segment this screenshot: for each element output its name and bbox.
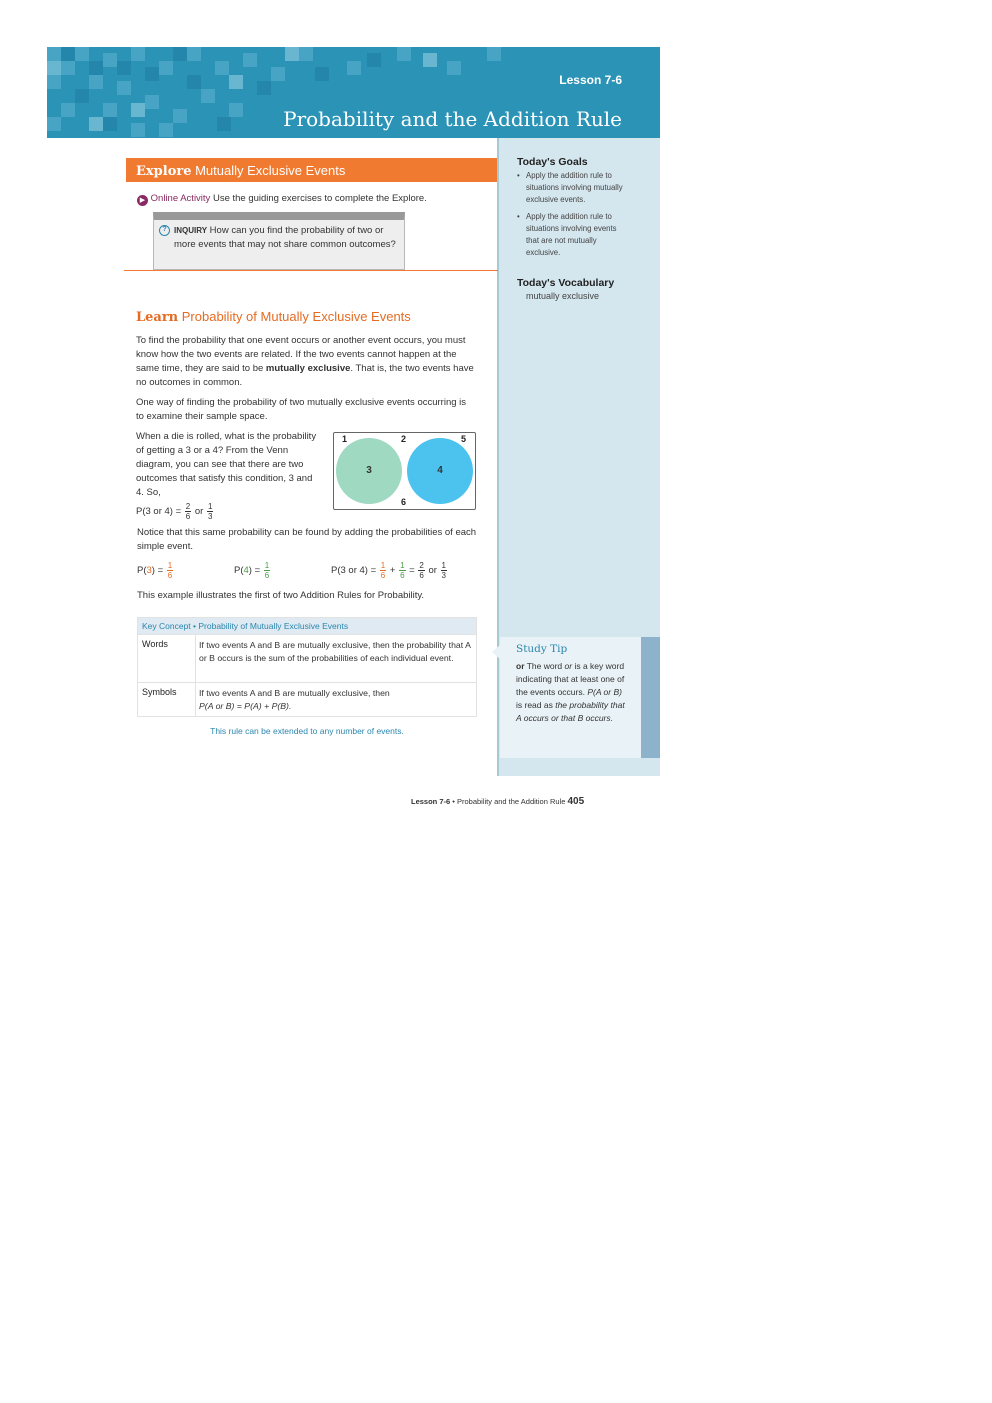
study-tip-bar xyxy=(641,637,660,758)
inquiry-magnifier-icon: ? xyxy=(159,225,170,236)
text: To find the probability that one event occurs or another event occurs, you must know how the two events are related. If the two events cannot happen at the same time, they are said to be xyxy=(136,335,466,374)
key-concept-note: This rule can be extended to any number of events. xyxy=(210,726,404,736)
denominator: 6 xyxy=(264,571,270,580)
fraction xyxy=(185,502,191,521)
fraction xyxy=(167,561,173,580)
page-footer xyxy=(411,796,584,807)
footer-title: Probability and the Addition Rule xyxy=(456,797,568,806)
fraction xyxy=(418,561,424,580)
fraction xyxy=(399,561,405,580)
numerator: 1 xyxy=(380,561,386,570)
numerator: 1 xyxy=(207,502,213,511)
learn-paragraph-3: When a die is rolled, what is the probability of getting a 3 or a 4? From the Venn diagram, you can see that there are two outcomes that satisfy this condition, 3 and 4. So, xyxy=(136,431,317,498)
goal-item: • Apply the addition rule to situations involving mutually exclusive events. xyxy=(517,170,629,207)
tip-or: or xyxy=(564,661,573,671)
footer-separator: • xyxy=(450,797,457,806)
numerator: 2 xyxy=(419,561,424,570)
online-activity[interactable] xyxy=(137,193,427,206)
goals-heading: Today's Goals xyxy=(517,156,588,168)
key-concept-heading: Key Concept • Probability of Mutually Exclusive Events xyxy=(138,618,476,634)
denominator: 6 xyxy=(185,512,191,521)
eq-text: ) = xyxy=(248,565,263,577)
tip-text: is read as xyxy=(516,700,556,710)
goal-item: • Apply the addition rule to situations involving events that are not mutually exclusive. xyxy=(517,211,629,260)
eq-left: P(3 or 4) = xyxy=(136,506,184,518)
denominator: 6 xyxy=(167,571,173,580)
symbols-text xyxy=(199,687,473,713)
outcome-1: 1 xyxy=(342,434,348,444)
eq-or: or xyxy=(425,565,440,577)
goals-list xyxy=(517,170,629,263)
numerator: 1 xyxy=(441,561,446,570)
outcome-5: 5 xyxy=(461,434,467,444)
learn-header xyxy=(136,309,411,325)
study-tip-body xyxy=(516,660,628,725)
symbols-formula: P(A or B) = P(A) + P(B). xyxy=(199,701,292,711)
words-text: If two events A and B are mutually exclusive, then the probability that A or B occurs is the sum of the probabilities of each individual event. xyxy=(199,640,471,663)
online-activity-text: Use the guiding exercises to complete the Explore. xyxy=(210,193,427,204)
numerator: 1 xyxy=(264,561,270,570)
learn-paragraph-4: Notice that this same probability can be found by adding the probabilities of each simple event. xyxy=(137,527,477,552)
tip-keyword: or xyxy=(516,661,525,671)
inquiry-box xyxy=(153,212,405,270)
tip-italic: the probability that A occurs or that B occurs. xyxy=(516,700,625,723)
learn-label: Learn xyxy=(136,310,179,325)
denominator: 3 xyxy=(207,512,213,521)
denominator: 3 xyxy=(441,571,446,580)
numerator: 1 xyxy=(167,561,173,570)
tip-text: The word xyxy=(524,661,565,671)
inquiry-label: INQUIRY xyxy=(174,226,208,235)
fraction xyxy=(441,561,447,580)
venn-circle-4: 4 xyxy=(407,438,473,504)
explore-header xyxy=(126,158,497,182)
learn-title: Probability of Mutually Exclusive Events xyxy=(178,309,411,324)
key-concept-box xyxy=(137,617,477,717)
fraction xyxy=(380,561,386,580)
lesson-title: Probability and the Addition Rule xyxy=(283,107,622,131)
learn-paragraph-1 xyxy=(136,334,476,390)
symbols-line-1: If two events A and B are mutually exclusive, then xyxy=(199,688,390,698)
equation-p3or4-sum xyxy=(331,561,481,580)
eq-value: 3 xyxy=(146,565,152,577)
explore-title: Mutually Exclusive Events xyxy=(191,163,346,178)
equation-p3 xyxy=(137,561,227,580)
study-tip xyxy=(500,637,660,758)
tip-text: is a key word indicating that at least one of the events occurs. xyxy=(516,661,625,697)
equation-p4 xyxy=(234,561,324,580)
term-mutually-exclusive: mutually exclusive xyxy=(265,363,351,374)
online-activity-icon: ▶ xyxy=(137,195,148,206)
footer-lesson: Lesson 7-6 xyxy=(411,797,451,806)
denominator: 6 xyxy=(419,571,424,580)
learn-paragraph-5: This example illustrates the first of two Addition Rules for Probability. xyxy=(137,590,425,601)
inquiry-text: How can you find the probability of two or more events that may not share common outcomes? xyxy=(174,225,396,250)
vocab-term: mutually exclusive xyxy=(526,291,600,301)
eq-value: 4 xyxy=(243,565,249,577)
eq-text: P(3 or 4) = xyxy=(331,565,379,577)
numerator: 1 xyxy=(400,561,405,570)
key-concept-row-symbols xyxy=(138,682,476,716)
eq-text: P( xyxy=(137,565,147,577)
venn-circle-3: 3 xyxy=(336,438,402,504)
key-concept-row-words xyxy=(138,634,476,682)
eq-plus: + xyxy=(387,565,399,577)
explore-label: Explore xyxy=(136,164,192,179)
outcome-2: 2 xyxy=(401,434,407,444)
study-tip-notch xyxy=(492,645,500,659)
denominator: 6 xyxy=(380,571,386,580)
learn-paragraph-2: One way of finding the probability of two mutually exclusive events occurring is to examine their sample space. xyxy=(136,397,467,422)
text: . That is, the two events have no outcomes in common. xyxy=(136,363,474,388)
eq-equals: = xyxy=(406,565,418,577)
eq-text: ) = xyxy=(151,565,166,577)
tip-expression: P(A or B) xyxy=(587,687,622,697)
fraction xyxy=(264,561,270,580)
page-number: 405 xyxy=(567,796,585,807)
lesson-banner xyxy=(47,47,660,138)
denominator: 6 xyxy=(400,571,405,580)
outcome-6: 6 xyxy=(401,497,407,507)
words-label: Words xyxy=(142,639,168,649)
online-activity-label: Online Activity xyxy=(150,193,211,204)
lesson-number: Lesson 7-6 xyxy=(559,73,622,87)
venn-diagram xyxy=(333,432,476,510)
explore-divider xyxy=(124,270,498,271)
numerator: 2 xyxy=(185,502,191,511)
study-tip-title: Study Tip xyxy=(516,643,568,655)
symbols-label: Symbols xyxy=(142,687,177,697)
fraction xyxy=(207,502,213,521)
eq-or: or xyxy=(192,506,206,518)
eq-text: P( xyxy=(234,565,244,577)
vocab-heading: Today's Vocabulary xyxy=(517,277,615,289)
